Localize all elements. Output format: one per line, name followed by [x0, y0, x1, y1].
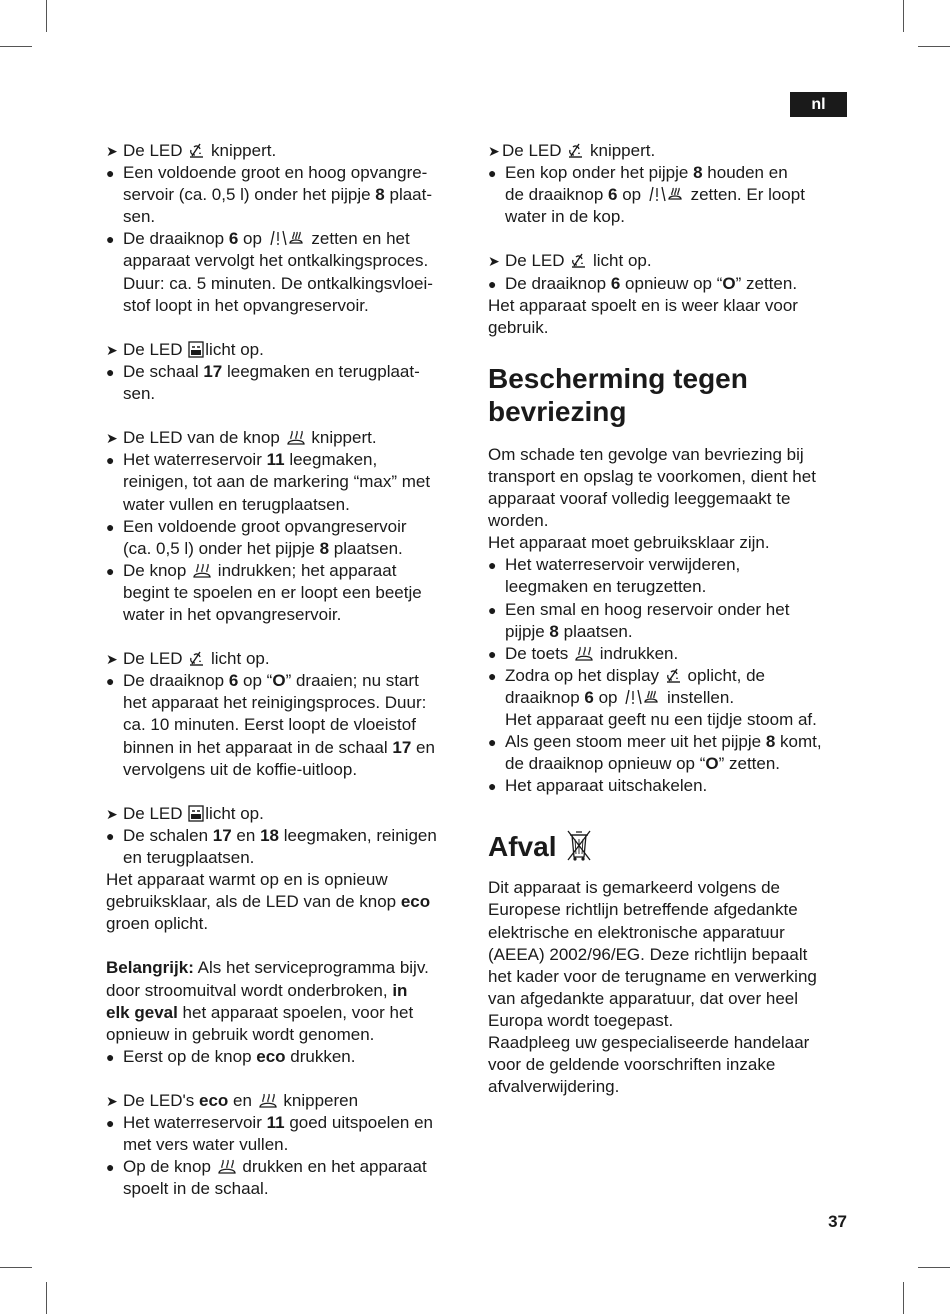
crop-mark	[903, 1282, 904, 1314]
list-item: ● Een voldoende groot en hoog opvangre-	[106, 162, 466, 184]
bullet-icon: ●	[106, 827, 115, 844]
bullet-icon: ●	[106, 673, 115, 690]
language-tab: nl	[790, 92, 847, 117]
tray-icon	[188, 341, 204, 358]
crop-mark	[46, 0, 47, 32]
bullet-icon: ●	[106, 231, 115, 248]
left-column: ➤ De LED knippert. ● Een voldoende groot en hoog opvangre- servoir (ca. 0,5 l) onder het pijpje 8 plaat- sen. ● De draaiknop 6 op zetten en het apparaat vervolgt het ontkalkingsproces. Duur: ca. 5 minuten. De ontkalkingsvloei- stof loopt in het opvangreservoir. ➤ De LED licht op. ● De schaal 17 leegmaken en terugplaat- sen. ➤ De LED van de knop knippert. ● Het waterreservoir 11 leegmaken, reinigen, tot aan de markering “max” met water vullen en terugplaatsen. ● Een voldoende groot opvangreservoir (ca. 0,5 l) onder het pijpje 8 plaatsen. ● De knop indrukken; het apparaat begint te spoelen en er loopt een beetje water in het opvangreservoir. ➤ De LED licht op. ● De draaiknop 6 op “O” draaien; nu start het apparaat het reinigingsproces. Duur: ca. 10 minuten. Eerst loopt de vloeistof binnen in het apparaat in de schaal 17 en vervolgens uit de koffie-uitloop. ➤ De LED licht op. ● De schalen 17 en 18 leegmaken, reinigen en terugplaatsen. Het apparaat warmt op en is opnieuw gebruiksklaar, als de LED van de knop eco groen oplicht. Belangrijk: Als het serviceprogramma bijv. door stroomuitval wordt onderbroken, in elk geval het apparaat spoelen, voor het opnieuw in gebruik wordt genomen. ● Eerst op de knop eco drukken. ➤ De LED's eco en knipperen ● Het waterreservoir 11 goed uitspoelen en met vers water vullen. ● Op de knop drukken en het apparaat spoelt in de schaal.	[106, 140, 466, 1201]
arrow-icon: ➤	[106, 341, 118, 358]
step-result: ➤ De LED knippert.	[488, 140, 850, 162]
arrow-icon: ➤	[106, 143, 118, 159]
list-item: ● Het waterreservoir verwijderen,	[488, 554, 850, 576]
bullet-icon: ●	[106, 562, 115, 579]
descale-icon	[567, 141, 584, 159]
steam-icon	[258, 1092, 278, 1109]
bullet-icon: ●	[106, 1115, 115, 1132]
list-item: ● Het waterreservoir 11 leegmaken,	[106, 449, 466, 471]
descale-icon	[665, 666, 682, 684]
steam-icon	[286, 429, 306, 446]
bullet-icon: ●	[106, 1048, 115, 1065]
list-item: ● De schaal 17 leegmaken en terugplaat-	[106, 361, 466, 383]
descale-icon	[570, 251, 587, 269]
step-result: ➤ De LED licht op.	[106, 648, 466, 670]
crop-mark	[918, 1267, 950, 1268]
bullet-icon: ●	[106, 1159, 115, 1176]
crop-mark	[903, 0, 904, 32]
bullet-icon: ●	[488, 601, 497, 618]
arrow-icon: ➤	[106, 651, 118, 668]
step-result: ➤ De LED knippert.	[106, 140, 466, 162]
step-result: ➤ De LED's eco en knipperen	[106, 1090, 466, 1112]
arrow-icon: ➤	[488, 253, 500, 270]
step-result: ➤ De LED licht op.	[488, 250, 850, 272]
steam-icon	[217, 1158, 237, 1175]
crop-mark	[0, 1267, 32, 1268]
bullet-icon: ●	[488, 667, 497, 684]
section-heading: Afval	[488, 829, 850, 863]
right-column: ➤ De LED knippert. ● Een kop onder het pijpje 8 houden en de draaiknop 6 op zetten. Er loopt water in de kop. ➤ De LED licht op. ● De draaiknop 6 opnieuw op “O” zetten. Het apparaat spoelt en is weer klaar voor gebruik. Bescherming tegen bevriezing Om schade ten gevolge van bevriezing bij transport en opslag te voorkomen, dient het apparaat vooraf volledig leeggemaakt te worden. Het apparaat moet gebruiksklaar zijn. ● Het waterreservoir verwijderen, leegmaken en terugzetten. ● Een smal en hoog reservoir onder het pijpje 8 plaatsen. ● De toets indrukken. ● Zodra op het display oplicht, de draaiknop 6 op instellen. Het apparaat geeft nu een tijdje stoom af. ● Als geen stoom meer uit het pijpje 8 komt, de draaiknop opnieuw op “O” zetten. ● Het apparaat uitschakelen. Afval Dit apparaat is gemarkeerd volgens de Europese richtlijn betreffende afgedankte elektrische en elektronische apparatuur (AEEA) 2002/96/EG. Deze richtlijn bepaalt het kader voor de terugname en verwerking van afgedankte apparatuur, dat over heel Europa wordt toegepast. Raadpleeg uw gespecialiseerde handelaar voor de geldende voorschriften inzake afvalverwijdering.	[488, 140, 850, 1098]
rotary-steam-setting-icon	[268, 229, 306, 247]
list-item: ● Het waterreservoir 11 goed uitspoelen en	[106, 1112, 466, 1134]
bullet-icon: ●	[488, 778, 497, 795]
list-item: ● Een kop onder het pijpje 8 houden en	[488, 162, 850, 184]
crop-mark	[46, 1282, 47, 1314]
descale-icon	[188, 649, 205, 667]
list-item: ● De knop indrukken; het apparaat	[106, 560, 466, 582]
list-item: ● De draaiknop 6 op zetten en het	[106, 228, 466, 250]
rotary-steam-setting-icon	[623, 688, 661, 706]
bullet-icon: ●	[488, 557, 497, 574]
list-item: ● De draaiknop 6 opnieuw op “O” zetten.	[488, 273, 850, 295]
bullet-icon: ●	[106, 518, 115, 535]
steam-icon	[192, 562, 212, 579]
crop-mark	[918, 46, 950, 47]
step-result: ➤ De LED van de knop knippert.	[106, 427, 466, 449]
step-result: ➤ De LED licht op.	[106, 339, 466, 361]
descale-icon	[188, 141, 205, 159]
section-heading: Bescherming tegen bevriezing	[488, 362, 748, 427]
list-item: ● De toets indrukken.	[488, 643, 850, 665]
list-item: ● Op de knop drukken en het apparaat	[106, 1156, 466, 1178]
important-note: Belangrijk: Als het serviceprogramma bijv.	[106, 958, 429, 978]
page-number: 37	[828, 1212, 847, 1231]
crop-mark	[0, 46, 32, 47]
bullet-icon: ●	[106, 165, 115, 182]
bullet-icon: ●	[106, 363, 115, 380]
arrow-icon: ➤	[106, 1093, 118, 1110]
crossed-bin-icon	[566, 829, 592, 863]
bullet-icon: ●	[488, 645, 497, 662]
arrow-icon: ➤	[106, 430, 118, 447]
tray-icon	[188, 805, 204, 822]
list-item: ● De schalen 17 en 18 leegmaken, reinigen	[106, 825, 466, 847]
bullet-icon: ●	[488, 165, 497, 182]
rotary-steam-setting-icon	[647, 185, 685, 203]
list-item: ● Als geen stoom meer uit het pijpje 8 komt,	[488, 731, 850, 753]
list-item: ● De draaiknop 6 op “O” draaien; nu start	[106, 670, 466, 692]
bullet-icon: ●	[106, 452, 115, 469]
arrow-icon: ➤	[488, 143, 500, 159]
list-item: ● Het apparaat uitschakelen.	[488, 775, 850, 797]
bullet-icon: ●	[488, 734, 497, 751]
list-item: ● Een smal en hoog reservoir onder het	[488, 599, 850, 621]
bullet-icon: ●	[488, 275, 497, 292]
step-result: ➤ De LED licht op.	[106, 803, 466, 825]
arrow-icon: ➤	[106, 805, 118, 822]
steam-icon	[574, 645, 594, 662]
list-item: ● Zodra op het display oplicht, de	[488, 665, 850, 687]
list-item: ● Eerst op de knop eco drukken.	[106, 1046, 466, 1068]
list-item: ● Een voldoende groot opvangreservoir	[106, 516, 466, 538]
